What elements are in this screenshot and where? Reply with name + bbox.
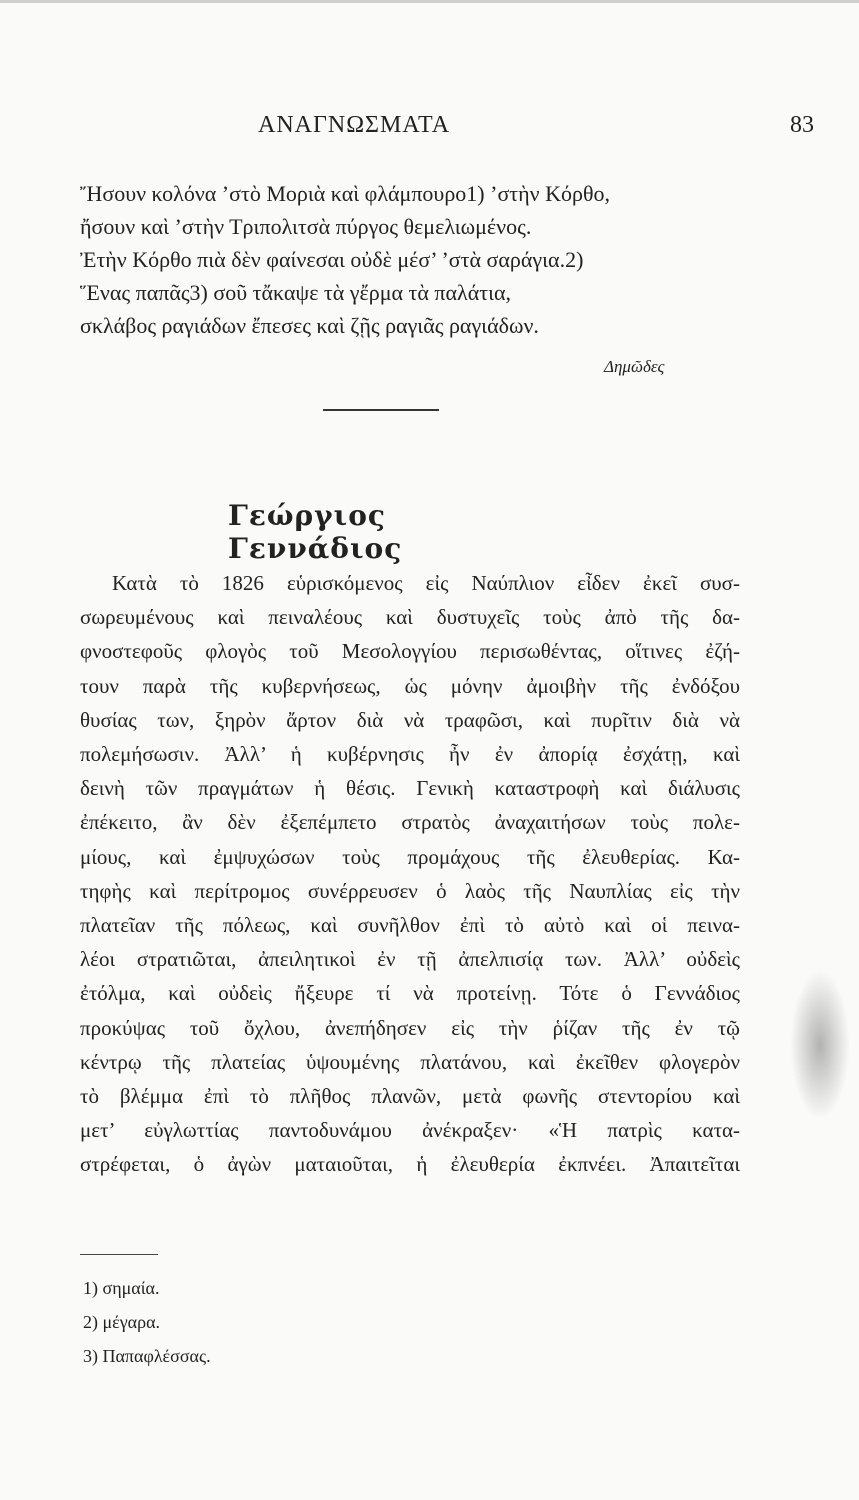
footnote: 1) σημαία. bbox=[83, 1278, 160, 1298]
prose-line: σωρευμένους καὶ πειναλέους καὶ δυστυχεῖς τοὺς ἀπὸ τῆς δα- bbox=[80, 605, 740, 630]
prose-line: τηφὴς καὶ περίτρομος συνέρρευσεν ὁ λαὸς τῆς Ναυπλίας εἰς τὴν bbox=[80, 878, 740, 903]
prose-line: δεινὴ τῶν πραγμάτων ἡ θέσις. Γενικὴ καταστροφὴ καὶ διάλυσις bbox=[80, 776, 740, 801]
prose-line: φνοστεφοῦς φλογὸς τοῦ Μεσολογγίου περισωθέντας, οἵτινες ἐζή- bbox=[80, 639, 740, 664]
prose-line: θυσίας των, ξηρὸν ἄρτον διὰ νὰ τραφῶσι, καὶ πυρῖτιν διὰ νὰ bbox=[80, 707, 740, 732]
prose-line: ἐτόλμα, καὶ οὐδεὶς ἤξευρε τί νὰ προτείνῃ. Τότε ὁ Γεννάδιος bbox=[80, 981, 740, 1006]
prose-line: τουν παρὰ τῆς κυβερνήσεως, ὡς μόνην ἀμοιβὴν τῆς ἐνδόξου bbox=[80, 673, 740, 698]
running-header-title: ΑΝΑΓΝΩΣΜΑΤΑ bbox=[258, 112, 451, 138]
prose-line: πολεμήσωσιν. Ἀλλ’ ἡ κυβέρνησις ἦν ἐν ἀπορίᾳ ἐσχάτῃ, καὶ bbox=[80, 742, 740, 767]
page-number: 83 bbox=[790, 112, 814, 138]
poem-line: Ἕνας παπᾶς3) σοῦ τἄκαψε τὰ γἔρμα τὰ παλάτια, bbox=[80, 280, 512, 305]
footnote: 2) μέγαρα. bbox=[83, 1312, 161, 1332]
section-title: Γεώργιος Γεννάδιος bbox=[228, 499, 403, 565]
footnote: 3) Παπαφλέσσας. bbox=[83, 1346, 211, 1366]
prose-line: λέοι στρατιῶται, ἀπειλητικοὶ ἐν τῇ ἀπελπισίᾳ των. Ἀλλ’ οὐδεὶς bbox=[80, 947, 740, 972]
prose-line: κέντρῳ τῆς πλατείας ὑψουμένης πλατάνου, καὶ ἐκεῖθεν φλογερὸν bbox=[80, 1049, 740, 1074]
prose-line: μίους, καὶ ἐμψυχώσων τοὺς προμάχους τῆς ἐλευθερίας. Κα- bbox=[80, 844, 740, 869]
poem-block bbox=[80, 177, 780, 342]
prose-block bbox=[80, 566, 740, 1182]
prose-line: Κατὰ τὸ 1826 εὑρισκόμενος εἰς Ναύπλιον εἶδεν ἐκεῖ συσ- bbox=[112, 571, 740, 595]
poem-line: Ἐτὴν Κόρθο πιὰ δὲν φαίνεσαι οὐδὲ μέσ’ ’στὰ σαράγια.2) bbox=[80, 247, 584, 272]
poem-line: σκλάβος ραγιάδων ἔπεσες καὶ ζῇς ραγιᾶς ραγιάδων. bbox=[80, 313, 539, 338]
prose-line: πλατεῖαν τῆς πόλεως, καὶ συνῆλθον ἐπὶ τὸ αὐτὸ καὶ οἱ πεινα- bbox=[80, 913, 740, 938]
prose-line: στρέφεται, ὁ ἀγὼν ματαιοῦται, ἡ ἐλευθερία ἐκπνέει. Ἀπαιτεῖται bbox=[80, 1152, 740, 1177]
prose-line: τὸ βλέμμα ἐπὶ τὸ πλῆθος πλανῶν, μετὰ φωνῆς στεντορίου καὶ bbox=[80, 1084, 740, 1109]
poem-line: Ἤσουν κολόνα ’στὸ Μοριὰ καὶ φλάμπουρο1) ’στὴν Κόρθο, bbox=[80, 181, 611, 206]
footnotes bbox=[83, 1271, 211, 1373]
page-stain bbox=[790, 970, 850, 1120]
poem-line: ἤσουν καὶ ’στὴν Τριπολιτσὰ πύργος θεμελιωμένος. bbox=[80, 214, 532, 239]
prose-line: μετ’ εὐγλωττίας παντοδυνάμου ἀνέκραξεν· «Ἡ πατρὶς κατα- bbox=[80, 1118, 740, 1143]
top-edge bbox=[0, 0, 859, 3]
prose-line: ἐπέκειτο, ἂν δὲν ἐξεπέμπετο στρατὸς ἀναχαιτήσων τοὺς πολε- bbox=[80, 810, 740, 835]
section-divider bbox=[323, 409, 439, 411]
poem-source: Δημῶδες bbox=[604, 357, 665, 376]
prose-line: προκύψας τοῦ ὄχλου, ἀνεπήδησεν εἰς τὴν ῥίζαν τῆς ἐν τῷ bbox=[80, 1015, 740, 1040]
footnote-divider bbox=[80, 1254, 158, 1255]
